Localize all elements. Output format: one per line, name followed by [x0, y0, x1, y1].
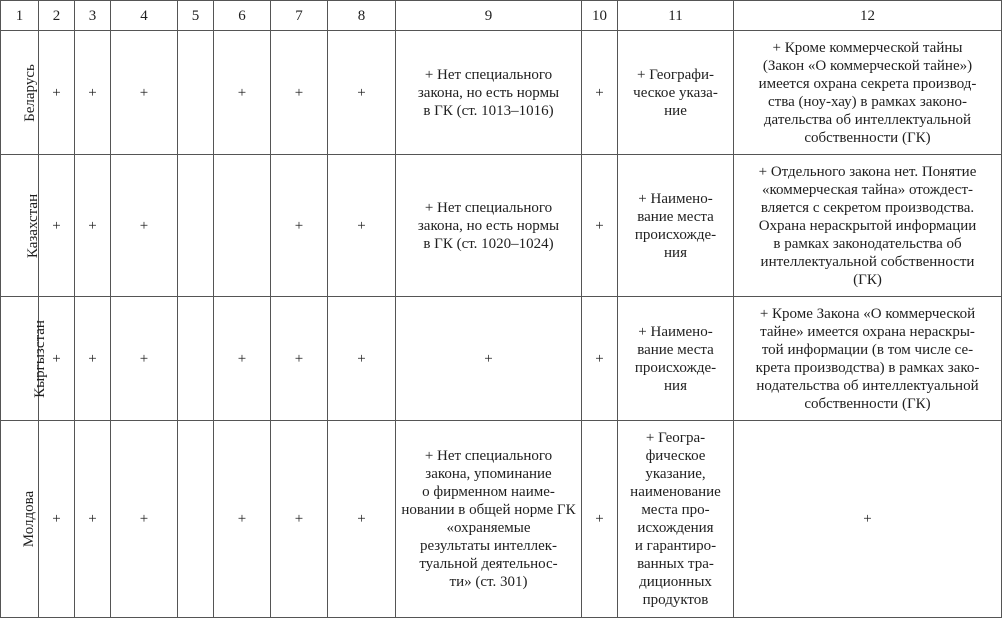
plus-mark: +: [294, 84, 304, 101]
cell-col-7: [271, 421, 328, 618]
cell-col-11-text: + Наимено- вание места происхожде- ния: [618, 297, 734, 421]
plus-mark: +: [595, 217, 604, 234]
plus-mark: +: [357, 511, 366, 527]
header-col-8: 8: [328, 1, 396, 31]
cell-col-6: [214, 31, 271, 155]
plus-mark: +: [88, 350, 97, 367]
cell-col-4: [111, 421, 178, 618]
plus-mark: +: [357, 350, 366, 367]
cell-col-3: [75, 31, 111, 155]
cell-col-7: [271, 31, 328, 155]
cell-col-8: [328, 421, 396, 618]
country-cell: [1, 155, 42, 297]
header-col-5: 5: [178, 1, 214, 31]
header-col-10: 10: [582, 1, 618, 31]
cell-col-6: [214, 155, 271, 297]
plus-mark: +: [139, 217, 149, 234]
header-col-2: 2: [39, 1, 75, 31]
plus-mark: +: [237, 350, 247, 367]
plus-mark: +: [237, 84, 247, 101]
plus-mark: +: [357, 217, 366, 234]
cell-col-4: [111, 31, 178, 155]
plus-mark: +: [595, 84, 604, 101]
plus-mark: +: [88, 511, 97, 527]
cell-col-11-text: + Геогра- фическое указание, наименование места про- исхождения и гарантиро- ванных тра- диционных продуктов: [618, 421, 734, 618]
plus-mark: +: [237, 511, 247, 527]
plus-mark: +: [595, 350, 604, 367]
table-row-moldova: [1, 421, 1002, 618]
header-row: [1, 1, 1002, 31]
plus-mark: +: [139, 350, 149, 367]
cell-col-12-text: + Кроме Закона «О коммерческой тайне» имеется охрана нераскры- той информации (в том числе се- крета производства) в рамках зако- нодательства об интеллектуальной собственности (ГК): [734, 297, 1002, 421]
country-cell: [1, 297, 48, 421]
cell-col-3: [75, 155, 111, 297]
cell-col-9-text: + Нет специального закона, но есть нормы в ГК (ст. 1013–1016): [396, 31, 582, 155]
plus-mark: +: [52, 217, 61, 234]
cell-col-11-text: + Географи- ческое указа- ние: [618, 31, 734, 155]
header-col-4: 4: [111, 1, 178, 31]
header-col-12: 12: [734, 1, 1002, 31]
cell-col-10: [582, 297, 618, 421]
country-name: Беларусь: [21, 63, 38, 122]
cell-col-10: [582, 31, 618, 155]
table-row-kyrgyzstan: [1, 297, 1002, 421]
cell-col-8: [328, 297, 396, 421]
cell-col-12-text: + Кроме коммерческой тайны (Закон «О коммерческой тайне») имеется охрана секрета производ- ства (ноу-хау) в рамках законо- дательства об интеллектуальной собственности (ГК): [734, 31, 1002, 155]
cell-col-5: [178, 155, 214, 297]
plus-mark: +: [357, 84, 366, 101]
country-cell: [1, 31, 39, 155]
plus-mark: +: [139, 84, 149, 101]
table-row-kazakhstan: [1, 155, 1002, 297]
plus-mark: +: [52, 511, 61, 527]
plus-mark: +: [88, 217, 97, 234]
cell-col-5: [178, 421, 214, 618]
plus-mark: +: [88, 84, 97, 101]
table-row-belarus: [1, 31, 1002, 155]
cell-col-6: [214, 297, 271, 421]
cell-col-9-text: + Нет специального закона, но есть нормы в ГК (ст. 1020–1024): [396, 155, 582, 297]
cell-col-10: [582, 421, 618, 618]
cell-col-4: [111, 297, 178, 421]
header-col-11: 11: [618, 1, 734, 31]
plus-mark: +: [52, 350, 61, 367]
cell-col-2: [39, 31, 75, 155]
cell-col-5: [178, 297, 214, 421]
country-name: Молдова: [21, 490, 38, 548]
plus-mark: +: [294, 217, 304, 234]
header-col-6: 6: [214, 1, 271, 31]
cell-col-2: [39, 155, 75, 297]
plus-mark: +: [484, 350, 493, 367]
plus-mark: +: [294, 511, 304, 527]
plus-mark: +: [294, 350, 304, 367]
cell-col-5: [178, 31, 214, 155]
country-name: Кыргызстан: [31, 319, 48, 398]
cell-col-2: [39, 421, 75, 618]
cell-col-6: [214, 421, 271, 618]
cell-col-11-text: + Наимено- вание места происхожде- ния: [618, 155, 734, 297]
country-name: Казахстан: [25, 193, 42, 258]
cell-col-8: [328, 155, 396, 297]
header-col-9: 9: [396, 1, 582, 31]
header-col-1: 1: [1, 1, 39, 31]
cell-col-9: [396, 297, 582, 421]
plus-mark: +: [863, 511, 872, 527]
plus-mark: +: [139, 511, 149, 527]
cell-col-7: [271, 155, 328, 297]
cell-col-9-text: + Нет специального закона, упоминание о фирменном наиме- новании в общей норме ГК «охраняемые результаты интеллек- туальной деятельнос- ти» (ст. 301): [396, 421, 582, 618]
cell-col-4: [111, 155, 178, 297]
header-col-7: 7: [271, 1, 328, 31]
cell-col-3: [75, 421, 111, 618]
plus-mark: +: [52, 84, 61, 101]
cell-col-12: [734, 421, 1002, 618]
cell-col-10: [582, 155, 618, 297]
cell-col-12-text: + Отдельного закона нет. Понятие «коммерческая тайна» отождест- вляется с секретом производства. Охрана нераскрытой информации в рамках законодательства об интеллектуальной собственности (ГК): [734, 155, 1002, 297]
country-cell: [1, 421, 39, 618]
cell-col-3: [75, 297, 111, 421]
header-col-3: 3: [75, 1, 111, 31]
cell-col-7: [271, 297, 328, 421]
plus-mark: +: [595, 511, 604, 527]
cell-col-8: [328, 31, 396, 155]
